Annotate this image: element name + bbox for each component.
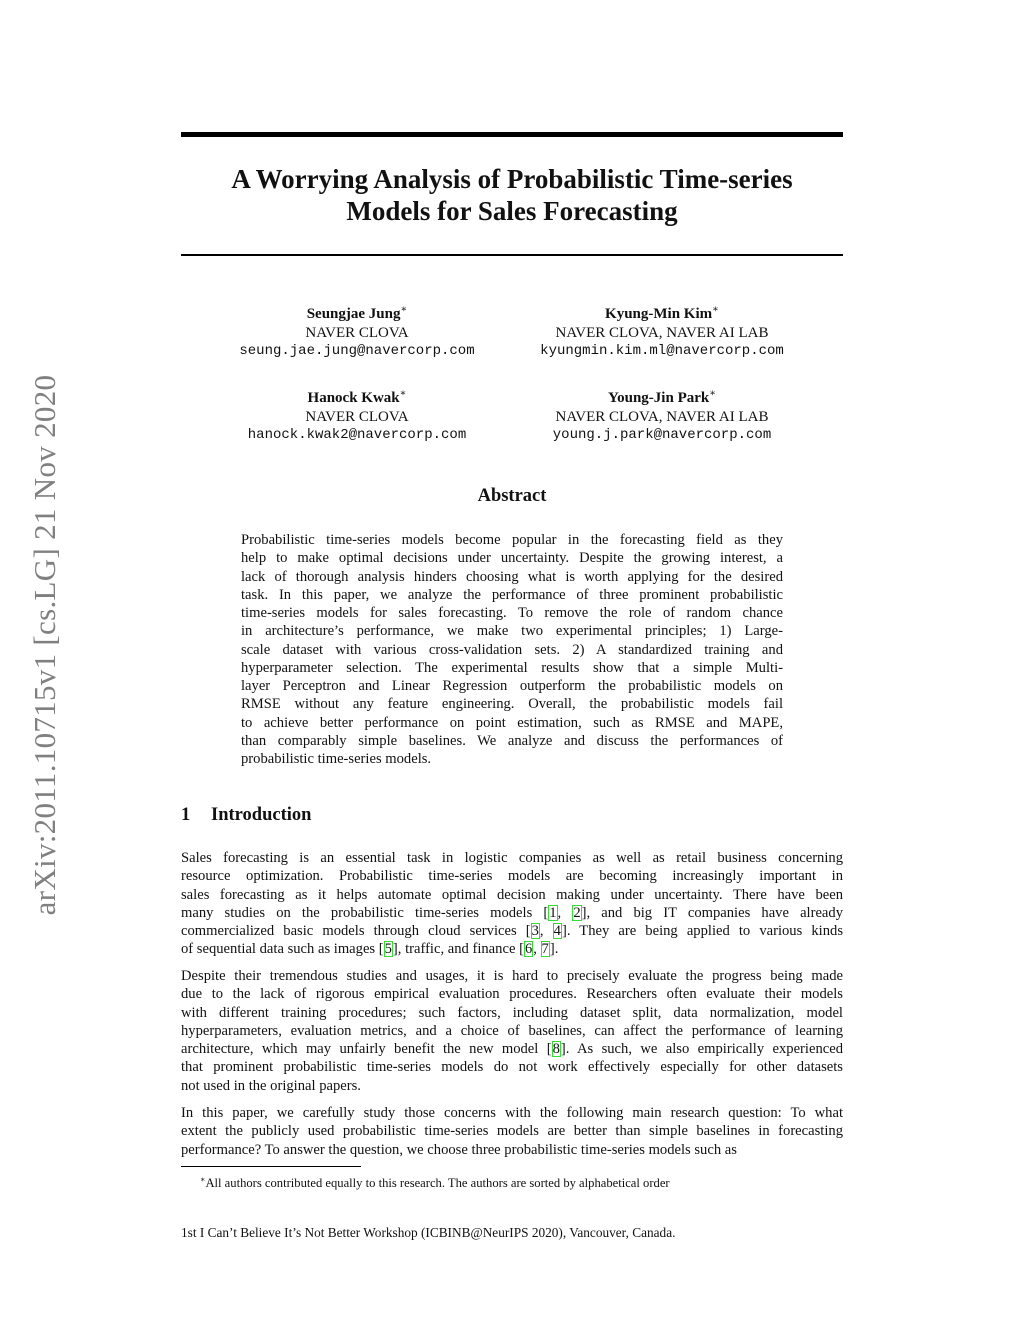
footnote [200,1175,670,1191]
citation-link[interactable]: 8 [552,1041,560,1057]
text-line: than comparably simple baselines. We analyze and discuss the performances of [241,732,783,749]
citation-link[interactable]: 3 [531,923,539,939]
author-affiliation: NAVER CLOVA [305,408,409,425]
text-line: hyperparameters, evaluation metrics, and a choice of baselines, can affect the performance of learning [181,1022,843,1039]
text-line: probabilistic time-series models. [241,751,432,767]
section-number: 1 [181,805,191,825]
text-line: sales forecasting as it helps automate optimal decision making under uncertainty. There have been [181,886,843,903]
text-line: not used in the original papers. [181,1077,361,1094]
text-line: architecture, which may unfairly benefit the new model [8]. As such, we also empirically experienced [181,1041,843,1057]
text-line: lack of thorough analysis hinders choosing what is worth applying for the desired [241,568,783,585]
title-top-rule [181,132,843,137]
author-email: seung.jae.jung@navercorp.com [239,343,475,359]
citation-link[interactable]: 4 [553,923,561,939]
author-affiliation: NAVER CLOVA, NAVER AI LAB [555,408,769,425]
author-name: Seungjae Jung [306,306,401,322]
footnote-rule [181,1166,361,1167]
text-line: RMSE without any feature engineering. Overall, the probabilistic models fail [241,696,783,713]
title-line: Models for Sales Forecasting [346,196,678,226]
author-mark: ∗ [712,304,719,315]
author-name: Young-Jin Park [607,390,710,406]
text-line: with different training procedures; such factors, including dataset split, data normalization, model [181,1004,843,1021]
author-block [197,385,517,445]
text-line: commercialized basic models through cloud services [3, 4]. They are being applied to various kinds [181,923,844,939]
text-line: of sequential data such as images [5], traffic, and finance [6, 7]. [181,941,559,958]
abstract-text [241,531,783,768]
text-line: in architecture’s performance, we make two experimental principles; 1) Large- [241,623,783,640]
citation-link[interactable]: 5 [384,941,392,958]
arxiv-identifier: arXiv:2011.10715v1 [cs.LG] 21 Nov 2020 [27,374,62,916]
text-line: due to the lack of rigorous empirical evaluation procedures. Researchers often evaluate their models [181,986,843,1003]
venue-note: 1st I Can’t Believe It’s Not Better Workshop (ICBINB@NeurIPS 2020), Vancouver, Canada. [181,1225,676,1240]
text-line: task. In this paper, we analyze the performance of three prominent probabilistic [241,586,783,603]
author-affiliation: NAVER CLOVA, NAVER AI LAB [555,324,769,341]
author-affiliation: NAVER CLOVA [305,324,409,341]
text-line: resource optimization. Probabilistic time-series models are becoming increasingly important in [181,868,843,885]
author-email: hanock.kwak2@navercorp.com [247,427,467,443]
text-line: layer Perceptron and Linear Regression outperform the probabilistic models on [241,678,783,694]
author-mark: ∗ [709,388,717,399]
author-email: young.j.park@navercorp.com [552,427,772,443]
author-mark: ∗ [400,304,408,315]
text-line: hyperparameter selection. The experimental results show that a simple Multi- [241,659,783,676]
author-block [502,301,822,361]
author-email: kyungmin.kim.ml@navercorp.com [540,343,784,359]
intro-paragraph [181,849,843,959]
text-line: help to make optimal decisions under uncertainty. Despite the growing interest, a [241,550,783,567]
title-line: A Worrying Analysis of Probabilistic Time-series [231,164,793,194]
text-line: Despite their tremendous studies and usages, it is hard to precisely evaluate the progress being made [181,968,843,984]
citation-link[interactable]: 6 [524,941,533,958]
text-line: Sales forecasting is an essential task in logistic companies as well as retail business concerning [181,850,843,866]
text-line: time-series models for sales forecasting. To remove the role of random chance [241,605,783,621]
section-title: Introduction [211,805,312,825]
footnote-mark: ∗ [200,1175,206,1184]
text-line: scale dataset with various cross-validation sets. 2) A standardized training and [241,641,783,658]
author-name: Kyung-Min Kim [605,306,713,322]
text-line: that prominent probabilistic time-series models do not work effectively especially for other datasets [181,1059,843,1076]
paper-title [181,163,843,227]
intro-paragraph [181,967,843,1095]
author-mark: ∗ [399,388,407,399]
text-line: In this paper, we carefully study those concerns with the following main research question: To what [181,1105,843,1121]
author-block [502,385,822,445]
citation-link[interactable]: 7 [541,941,549,958]
title-bottom-rule [181,254,843,256]
abstract-heading: Abstract [477,486,547,506]
section-heading [181,805,311,826]
citation-link[interactable]: 1 [549,904,557,921]
text-line: extent the publicly used probabilistic time-series models are better than simple baselines in forecasting [181,1123,843,1140]
text-line: performance? To answer the question, we choose three probabilistic time-series models such as [181,1141,737,1158]
intro-paragraph [181,1104,843,1159]
text-line: to achieve better performance on point estimation, such as RMSE and MAPE, [241,714,783,731]
author-name: Hanock Kwak [307,390,400,406]
text-line: many studies on the probabilistic time-series models [1, 2], and big IT companies have already [181,904,844,921]
text-line: Probabilistic time-series models become popular in the forecasting field as they [241,532,783,548]
citation-link[interactable]: 2 [573,904,581,921]
footnote-text: All authors contributed equally to this research. The authors are sorted by alphabetical order [205,1176,670,1191]
author-block [197,301,517,361]
